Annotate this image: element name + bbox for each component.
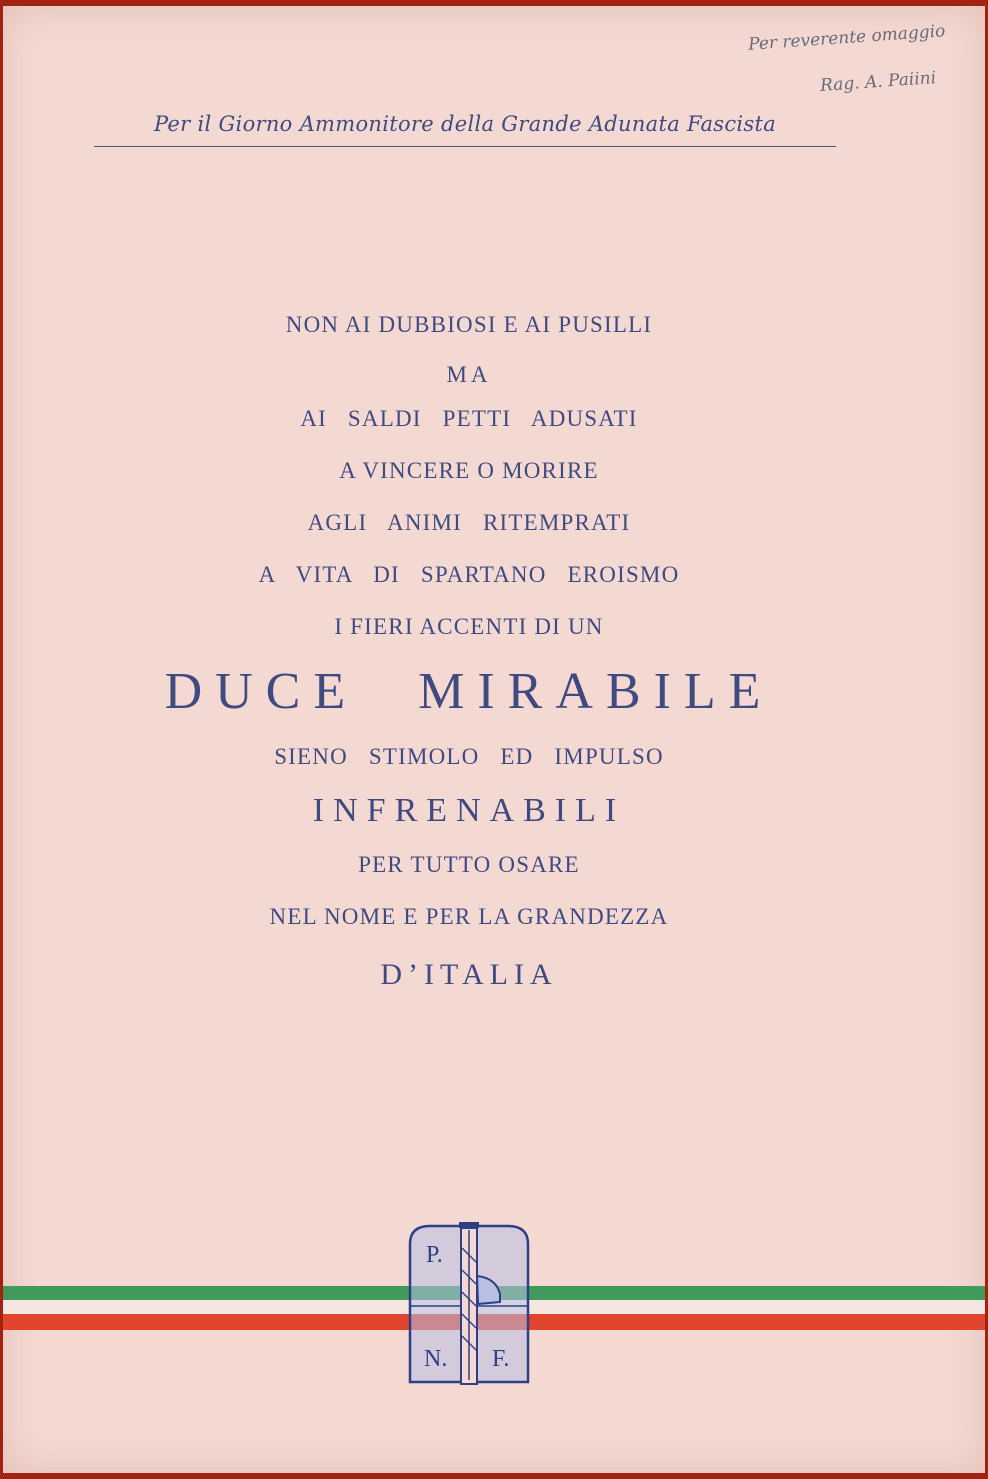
text-line-3: AI SALDI PETTI ADUSATI: [300, 406, 638, 431]
text-line-9: SIENO STIMOLO ED IMPULSO: [274, 744, 664, 769]
emblem-letter-f: F.: [492, 1346, 510, 1372]
text-line-12: NEL NOME E PER LA GRANDEZZA: [269, 904, 669, 929]
header-title: Per il Giorno Ammonitore della Grande Adunata Fascista: [153, 112, 777, 136]
text-line-1: NON AI DUBBIOSI E AI PUSILLI: [285, 312, 653, 337]
pnf-emblem: [404, 1222, 534, 1386]
emblem-letter-p: P.: [426, 1242, 443, 1268]
text-line-5: AGLI ANIMI RITEMPRATI: [307, 510, 631, 535]
text-line-italia: D’ITALIA: [380, 958, 558, 991]
text-line-11: PER TUTTO OSARE: [358, 852, 580, 877]
text-line-infrenabili: INFRENABILI: [312, 792, 626, 829]
handwritten-signature: Rag. A. Paiini: [819, 67, 937, 97]
text-line-6: A VITA DI SPARTANO EROISMO: [258, 562, 680, 587]
text-line-2: MA: [446, 362, 492, 387]
text-line-7: I FIERI ACCENTI DI UN: [334, 614, 604, 639]
text-line-duce-mirabile: DUCE MIRABILE: [164, 663, 774, 720]
header-underline: [94, 146, 836, 147]
text-line-4: A VINCERE O MORIRE: [339, 458, 599, 483]
emblem-letter-n: N.: [424, 1346, 448, 1372]
handwritten-dedication-line1: Per reverente omaggio: [747, 21, 946, 55]
